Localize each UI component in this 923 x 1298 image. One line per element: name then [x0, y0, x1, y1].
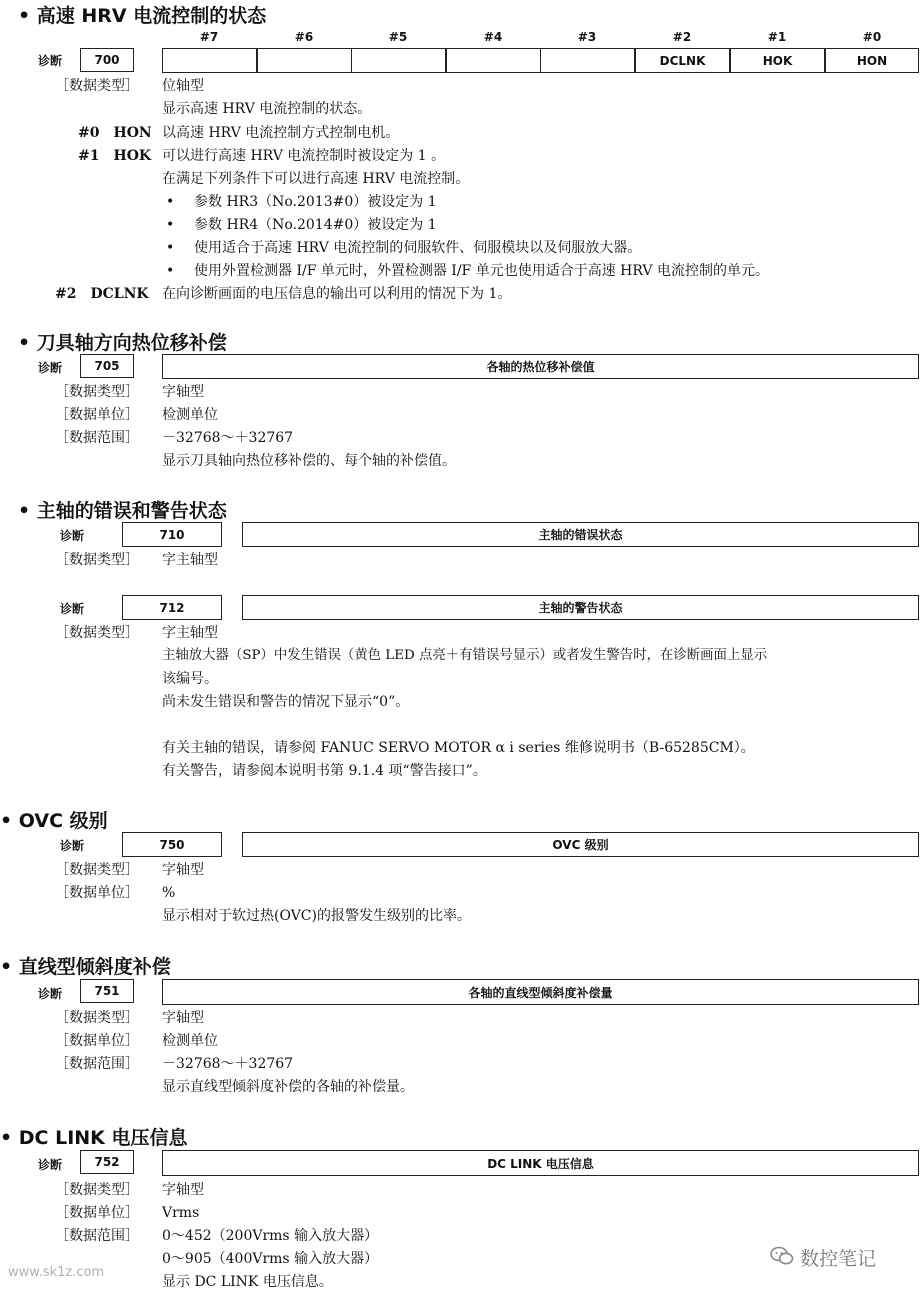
diag-label-751: 诊断 — [38, 987, 63, 1001]
data-range-value: 0～905（400Vrms 输入放大器） — [162, 1251, 379, 1267]
bit-text-hon: 以高速 HRV 电流控制方式控制电机。 — [162, 125, 400, 141]
data-range-label: ［数据范围］ — [55, 1056, 139, 1072]
data-type-value: 位轴型 — [162, 78, 204, 94]
diag-label-750: 诊断 — [60, 839, 85, 853]
bit-label-hon: #0 HON — [78, 125, 152, 141]
diag-content-box-750: OVC 级别 — [242, 832, 919, 857]
data-type-value: 字轴型 — [162, 1182, 204, 1198]
data-unit-value: 检测单位 — [162, 407, 218, 423]
diag-label-700: 诊断 — [38, 54, 63, 68]
data-range-value: －32768～＋32767 — [162, 1056, 294, 1072]
description: 显示刀具轴向热位移补偿的、每个轴的补偿值。 — [162, 453, 456, 469]
data-type-value: 字轴型 — [162, 862, 204, 878]
watermark-brand: 数控笔记 — [800, 1248, 877, 1270]
bit-cell — [446, 48, 541, 73]
diag-number-705: 705 — [80, 354, 134, 378]
diag-content-box-751: 各轴的直线型倾斜度补偿量 — [162, 979, 919, 1005]
data-type-label: ［数据类型］ — [55, 625, 139, 641]
bit-subtext-hok: 在满足下列条件下可以进行高速 HRV 电流控制。 — [162, 171, 470, 187]
section-title-700: • 高速 HRV 电流控制的状态 — [18, 5, 267, 27]
description: 主轴放大器（SP）中发生错误（黄色 LED 点亮＋有错误号显示）或者发生警告时，在诊断画面上显示 — [162, 648, 768, 663]
diag-number-752: 752 — [80, 1150, 134, 1174]
description: 显示直线型倾斜度补偿的各轴的补偿量。 — [162, 1079, 414, 1095]
data-type-label: ［数据类型］ — [55, 384, 139, 400]
bit-text-dclnk: 在向诊断画面的电压信息的输出可以利用的情况下为 1。 — [162, 286, 512, 302]
description: 显示相对于软过热(OVC)的报警发生级别的比率。 — [162, 908, 471, 924]
bit-label-hok: #1 HOK — [78, 148, 152, 164]
section-title-705: • 刀具轴方向热位移补偿 — [18, 332, 227, 354]
bit-label-dclnk: #2 DCLNK — [55, 286, 149, 302]
data-type-label: ［数据类型］ — [55, 1182, 139, 1198]
diag-number-712: 712 — [122, 595, 222, 620]
bit-header: #6 — [294, 30, 314, 44]
bit-header: #4 — [483, 30, 503, 44]
data-range-label: ［数据范围］ — [55, 430, 139, 446]
diag-number-751: 751 — [80, 979, 134, 1003]
data-type-label: ［数据类型］ — [55, 78, 139, 94]
bullet-dot: • — [166, 240, 175, 256]
data-range-value: －32768～＋32767 — [162, 430, 294, 446]
description: 有关主轴的错误，请参阅 FANUC SERVO MOTOR α i series 维修说明书（B-65285CM）。 — [162, 740, 755, 756]
data-type-value: 字轴型 — [162, 1010, 204, 1026]
bit-cell — [351, 48, 446, 73]
wechat-icon — [770, 1246, 794, 1266]
data-unit-label: ［数据单位］ — [55, 1205, 139, 1221]
bit-cell: DCLNK — [635, 48, 730, 73]
watermark-site: www.sk1z.com — [8, 1265, 105, 1280]
data-unit-label: ［数据单位］ — [55, 885, 139, 901]
description: 尚未发生错误和警告的情况下显示“0”。 — [162, 694, 410, 710]
description: 显示 DC LINK 电压信息。 — [162, 1274, 333, 1290]
section-title-752: • DC LINK 电压信息 — [0, 1127, 188, 1149]
data-unit-value: % — [162, 885, 176, 901]
diag-number-700: 700 — [80, 48, 134, 72]
data-type-label: ［数据类型］ — [55, 552, 139, 568]
data-unit-value: Vrms — [162, 1205, 200, 1221]
bit-cell — [540, 48, 635, 73]
bullet-dot: • — [166, 194, 175, 210]
diag-label-752: 诊断 — [38, 1158, 63, 1172]
bit-header: #2 — [672, 30, 692, 44]
diag-number-710: 710 — [122, 522, 222, 547]
bit-header: #7 — [199, 30, 219, 44]
section-title-710: • 主轴的错误和警告状态 — [18, 500, 227, 522]
diag-label-712: 诊断 — [60, 602, 85, 616]
data-unit-value: 检测单位 — [162, 1033, 218, 1049]
bit-cell: HON — [825, 48, 919, 73]
data-type-value: 字轴型 — [162, 384, 204, 400]
bit-header: #5 — [388, 30, 408, 44]
data-type-value: 字主轴型 — [162, 552, 218, 568]
bit-header: #3 — [577, 30, 597, 44]
diag-content-box-752: DC LINK 电压信息 — [162, 1150, 919, 1176]
bullet-item: 使用适合于高速 HRV 电流控制的伺服软件、伺服模块以及伺服放大器。 — [194, 240, 642, 256]
data-type-label: ［数据类型］ — [55, 862, 139, 878]
bullet-item: 使用外置检测器 I/F 单元时，外置检测器 I/F 单元也使用适合于高速 HRV 电流控制的单元。 — [194, 263, 769, 279]
section-title-751: • 直线型倾斜度补偿 — [0, 956, 171, 978]
bit-cell — [162, 48, 257, 73]
bit-header: #0 — [862, 30, 882, 44]
data-range-label: ［数据范围］ — [55, 1228, 139, 1244]
section-title-750: • OVC 级别 — [0, 810, 108, 832]
diag-content-box-712: 主轴的警告状态 — [242, 595, 919, 620]
data-type-value: 字主轴型 — [162, 625, 218, 641]
bullet-dot: • — [166, 217, 175, 233]
diag-content-box-705: 各轴的热位移补偿值 — [162, 354, 919, 379]
bit-cell — [257, 48, 352, 73]
diag-label-710: 诊断 — [60, 529, 85, 543]
data-type-label: ［数据类型］ — [55, 1010, 139, 1026]
bit-cell: HOK — [730, 48, 825, 73]
diag-label-705: 诊断 — [38, 361, 63, 375]
bullet-dot: • — [166, 263, 175, 279]
diag-content-box-710: 主轴的错误状态 — [242, 522, 919, 547]
data-unit-label: ［数据单位］ — [55, 1033, 139, 1049]
data-range-value: 0～452（200Vrms 输入放大器） — [162, 1228, 379, 1244]
description: 该编号。 — [162, 671, 218, 687]
bullet-item: 参数 HR4（No.2014#0）被设定为 1 — [194, 217, 437, 233]
description: 显示高速 HRV 电流控制的状态。 — [162, 101, 372, 117]
diag-number-750: 750 — [122, 832, 222, 857]
bit-text-hok: 可以进行高速 HRV 电流控制时被设定为 1 。 — [162, 148, 446, 164]
data-unit-label: ［数据单位］ — [55, 407, 139, 423]
description: 有关警告，请参阅本说明书第 9.1.4 项“警告接口”。 — [162, 763, 487, 779]
bit-header: #1 — [767, 30, 787, 44]
bullet-item: 参数 HR3（No.2013#0）被设定为 1 — [194, 194, 437, 210]
